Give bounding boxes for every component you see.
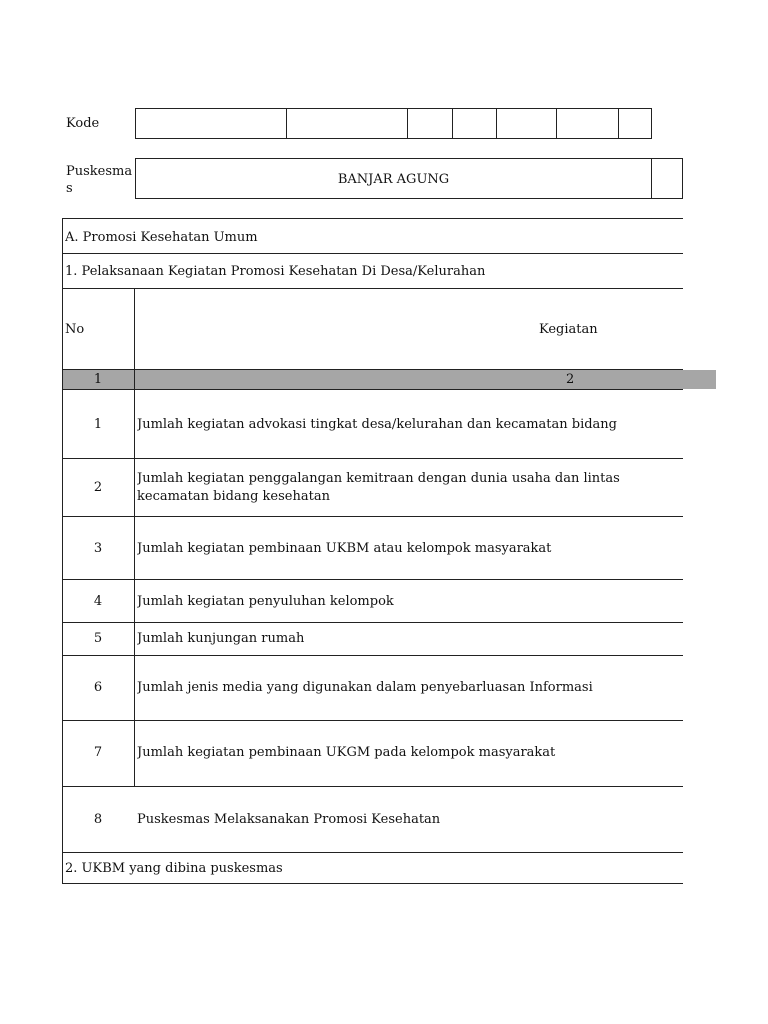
column-header-kegiatan: Kegiatan bbox=[539, 322, 598, 337]
row-number: 4 bbox=[93, 594, 103, 609]
row-text: Jumlah kegiatan pembinaan UKGM pada kelompok masyarakat bbox=[137, 745, 556, 760]
column-divider bbox=[134, 288, 135, 786]
puskesmas-field[interactable] bbox=[135, 158, 683, 199]
row-number: 7 bbox=[93, 745, 103, 760]
kode-label: Kode bbox=[66, 116, 100, 131]
row-text: Jumlah jenis media yang digunakan dalam penyebarluasan Informasi bbox=[137, 680, 593, 695]
main-table bbox=[62, 218, 683, 884]
kode-divider bbox=[452, 109, 453, 138]
row-text: Jumlah kunjungan rumah bbox=[137, 631, 305, 646]
puskesmas-value: BANJAR AGUNG bbox=[337, 172, 450, 187]
index-cell-1: 1 bbox=[93, 372, 103, 387]
row-number: 2 bbox=[93, 480, 103, 495]
kode-divider bbox=[286, 109, 287, 138]
row-text-continued: kecamatan bidang kesehatan bbox=[137, 489, 330, 504]
row-number: 3 bbox=[93, 541, 103, 556]
subsection-title: 1. Pelaksanaan Kegiatan Promosi Kesehatan Di Desa/Kelurahan bbox=[65, 264, 486, 279]
kode-divider bbox=[618, 109, 619, 138]
puskesmas-label: Puskesmas bbox=[66, 164, 133, 196]
section-title: A. Promosi Kesehatan Umum bbox=[65, 230, 258, 245]
row-number: 1 bbox=[93, 417, 103, 432]
kode-divider bbox=[556, 109, 557, 138]
kode-divider bbox=[407, 109, 408, 138]
row-text: Jumlah kegiatan penggalangan kemitraan dengan dunia usaha dan lintas bbox=[137, 471, 620, 486]
row-text: Puskesmas Melaksanakan Promosi Kesehatan bbox=[137, 812, 441, 827]
kode-boxes[interactable] bbox=[135, 108, 652, 139]
kode-divider bbox=[496, 109, 497, 138]
index-cell-2: 2 bbox=[566, 372, 575, 387]
row-text: Jumlah kegiatan penyuluhan kelompok bbox=[137, 594, 394, 609]
subsection-title: 2. UKBM yang dibina puskesmas bbox=[65, 861, 283, 876]
puskesmas-divider bbox=[651, 159, 652, 198]
row-text: Jumlah kegiatan pembinaan UKBM atau kelompok masyarakat bbox=[137, 541, 552, 556]
row-number: 5 bbox=[93, 631, 103, 646]
index-row bbox=[63, 370, 683, 389]
row-text: Jumlah kegiatan advokasi tingkat desa/kelurahan dan kecamatan bidang bbox=[137, 417, 617, 432]
index-row-overflow bbox=[683, 370, 716, 389]
column-header-no: No bbox=[65, 322, 85, 337]
row-number: 8 bbox=[93, 812, 103, 827]
row-number: 6 bbox=[93, 680, 103, 695]
